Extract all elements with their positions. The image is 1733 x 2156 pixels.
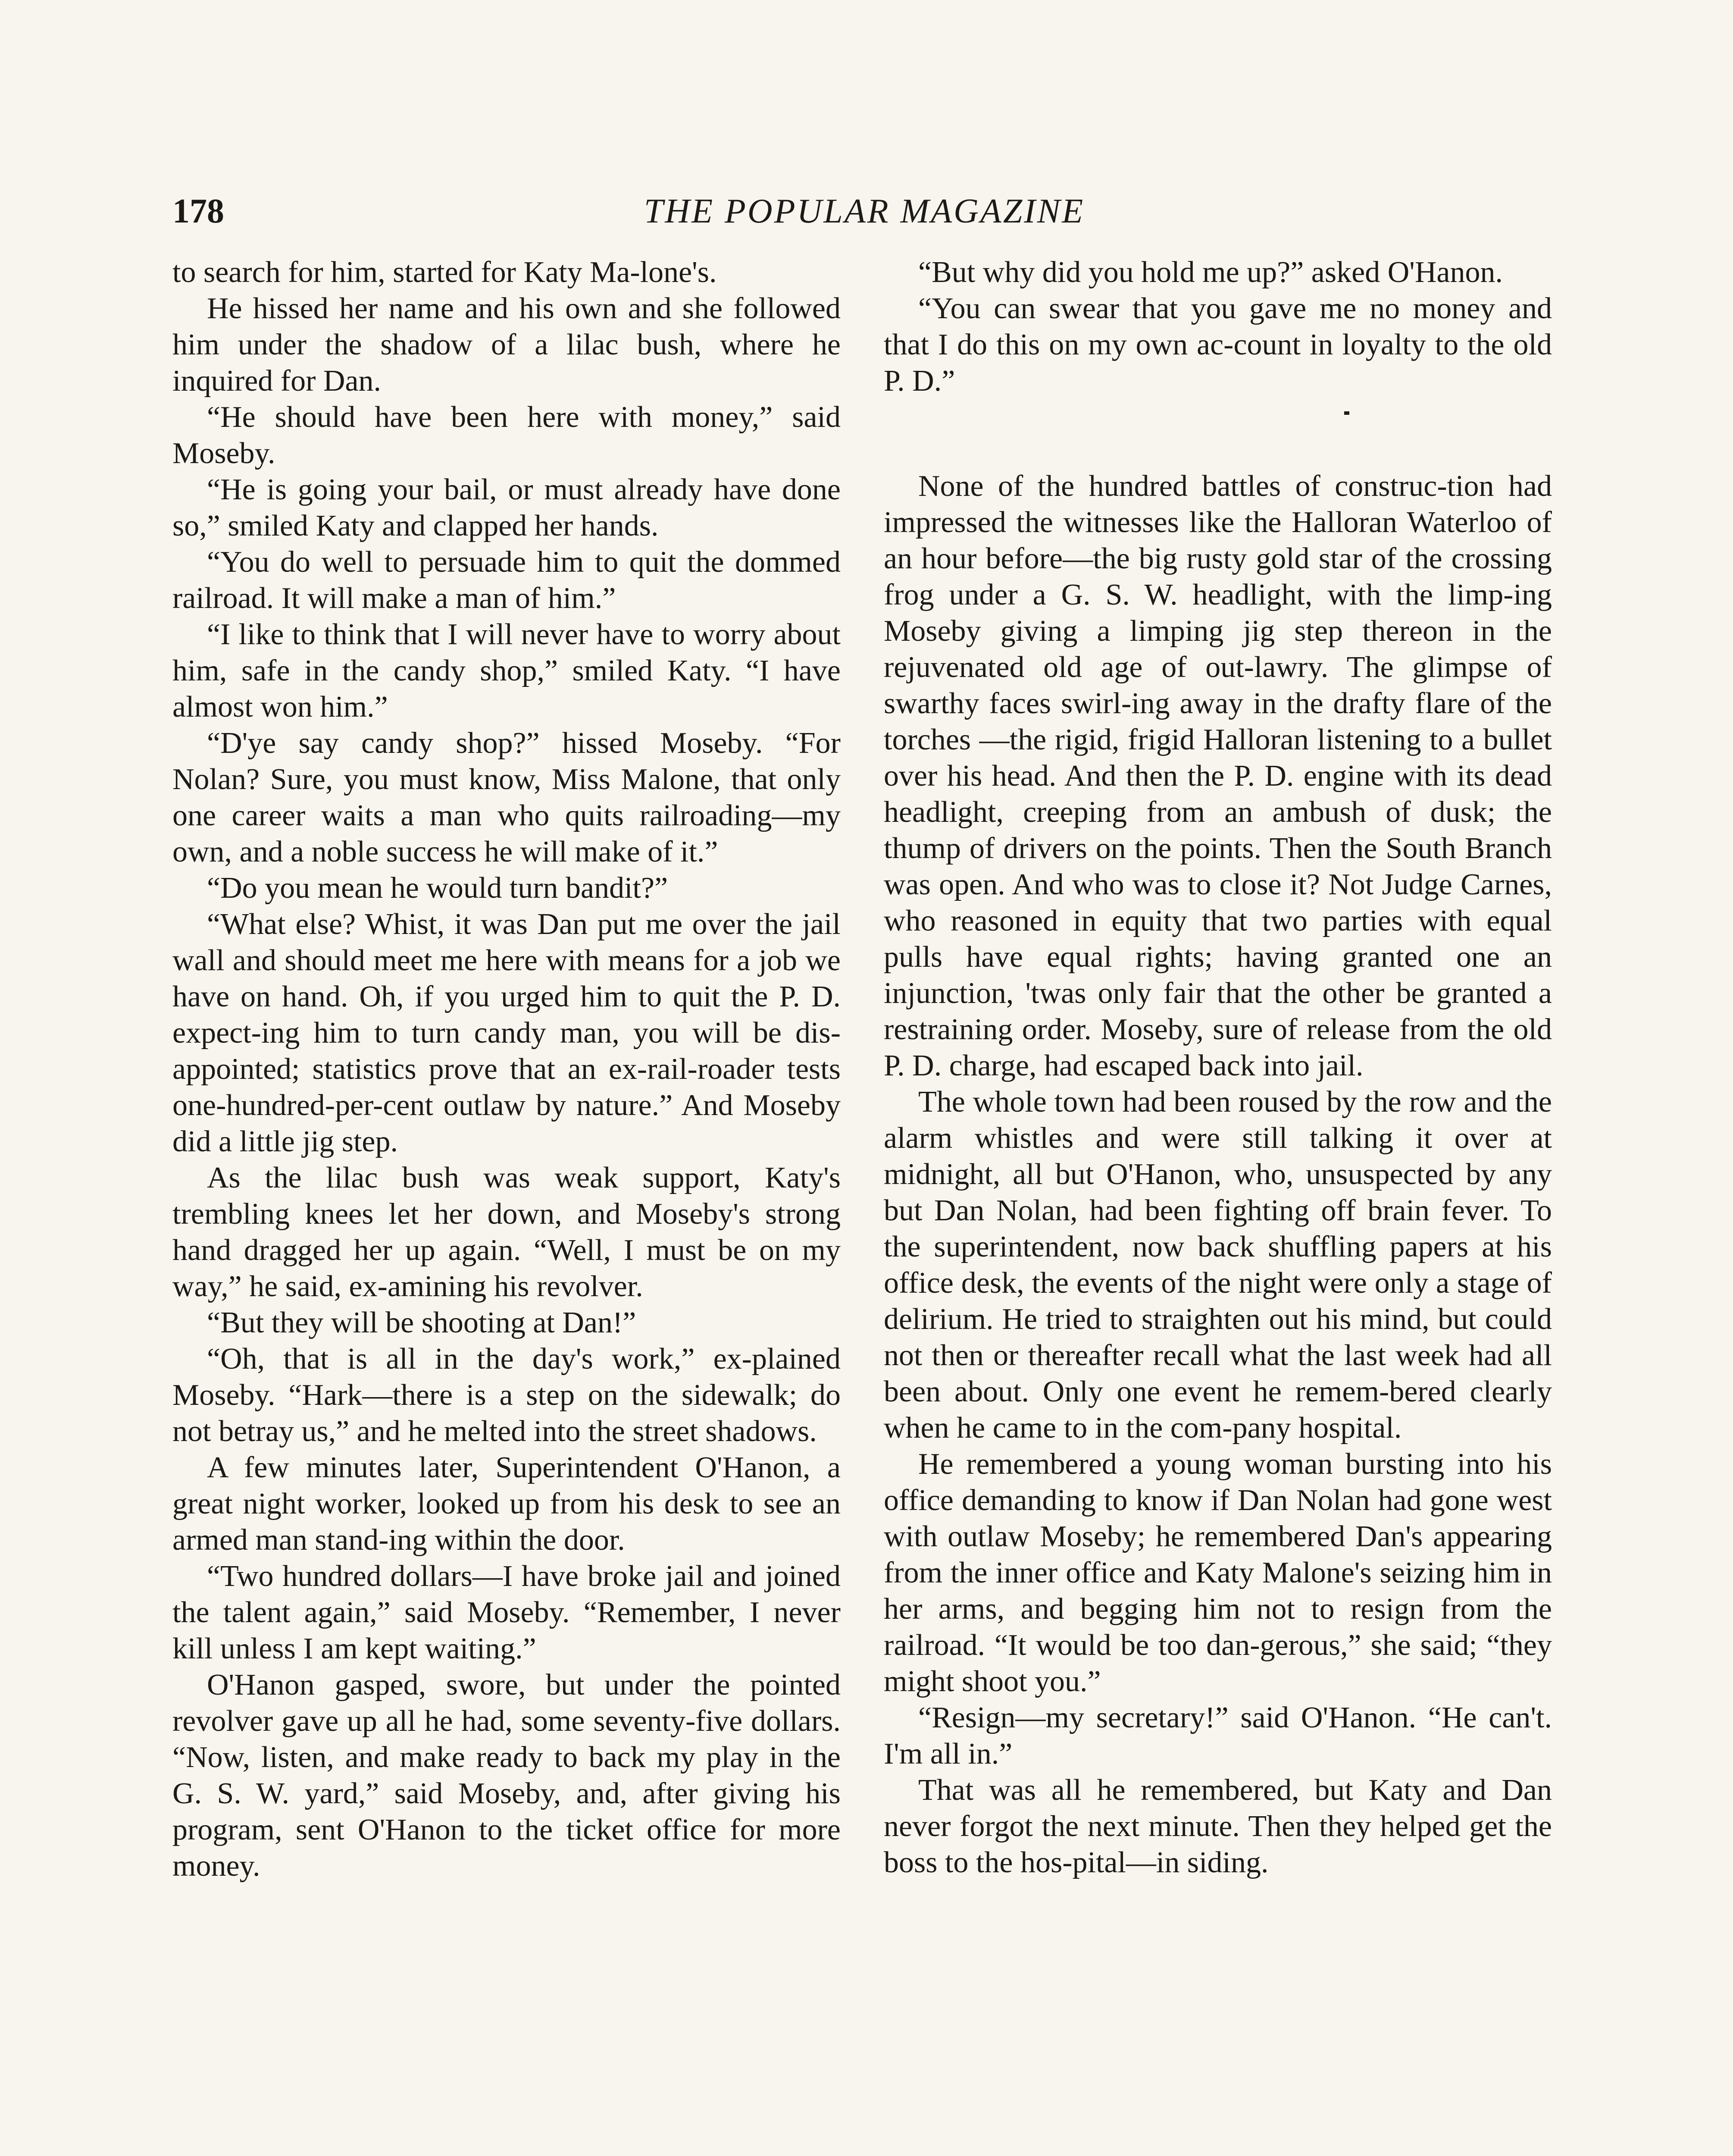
paragraph: A few minutes later, Superintendent O'Hanon, a great night worker, looked up from his desk to see an armed man stand-ing within the door.: [172, 1451, 841, 1557]
paragraph: “Oh, that is all in the day's work,” ex-plained Moseby. “Hark—there is a step on the sidewalk; do not betray us,” and he melted into the street shadows.: [172, 1342, 841, 1448]
section-break: [884, 399, 1552, 468]
paragraph: He hissed her name and his own and she followed him under the shadow of a lilac bush, where he inquired for Dan.: [172, 292, 841, 398]
paragraph: O'Hanon gasped, swore, but under the pointed revolver gave up all he had, some seventy-five dollars. “Now, listen, and make ready to back my play in the G. S. W. yard,” said Moseby, and, after giving his program, sent O'Hanon to the ticket office for more money.: [172, 1668, 841, 1883]
paragraph: to search for him, started for Katy Ma-lone's.: [172, 256, 717, 289]
paragraph: “He should have been here with money,” said Moseby.: [172, 401, 841, 470]
page-header: [172, 181, 1556, 241]
paragraph: “Do you mean he would turn bandit?”: [207, 871, 668, 905]
paragraph: “Resign—my secretary!” said O'Hanon. “He can't. I'm all in.”: [884, 1701, 1552, 1771]
paragraph: “You can swear that you gave me no money and that I do this on my own ac-count in loyalty to the old P. D.”: [884, 292, 1552, 398]
paragraph: “But why did you hold me up?” asked O'Hanon.: [918, 256, 1503, 289]
paragraph: “I like to think that I will never have to worry about him, safe in the candy shop,” smiled Katy. “I have almost won him.”: [172, 618, 841, 724]
paragraph: “But they will be shooting at Dan!”: [207, 1306, 636, 1339]
paragraph: That was all he remembered, but Katy and Dan never forgot the next minute. Then they helped get the boss to the hos-pital—in siding.: [884, 1774, 1552, 1879]
paragraph: He remembered a young woman bursting into his office demanding to know if Dan Nolan had gone west with outlaw Moseby; he remembered Dan's appearing from the inner office and Katy Malone's seizing him in her arms, and begging him not to resign from the railroad. “It would be too dan-gerous,” she said; “they might shoot you.”: [884, 1448, 1552, 1698]
right-column: [884, 254, 1552, 1881]
page-number: 178: [172, 192, 224, 230]
paragraph: “You do well to persuade him to quit the dommed railroad. It will make a man of him.”: [172, 545, 841, 615]
left-column: [172, 254, 841, 1884]
paragraph: “What else? Whist, it was Dan put me over the jail wall and should meet me here with means for a job we have on hand. Oh, if you urged him to quit the P. D. expect-ing him to turn candy man, you will be dis-appointed; statistics prove that an ex-rail-roader tests one-hundred-per-cent outlaw by nature.” And Moseby did a little jig step.: [172, 908, 841, 1158]
paragraph: “Two hundred dollars—I have broke jail and joined the talent again,” said Moseby. “Remember, I never kill unless I am kept waiting.”: [172, 1560, 841, 1665]
running-title: THE POPULAR MAGAZINE: [644, 192, 1085, 230]
paragraph: “D'ye say candy shop?” hissed Moseby. “For Nolan? Sure, you must know, Miss Malone, that only one career waits a man who quits railroading—my own, and a noble success he will make of it.”: [172, 727, 841, 868]
paragraph: “He is going your bail, or must already have done so,” smiled Katy and clapped her hands.: [172, 473, 841, 542]
paragraph: The whole town had been roused by the row and the alarm whistles and were still talking it over at midnight, all but O'Hanon, who, unsuspected by any but Dan Nolan, had been fighting off brain fever. To the superintendent, now back shuffling papers at his office desk, the events of the night were only a stage of delirium. He tried to straighten out his mind, but could not then or thereafter recall what the last week had all been about. Only one event he remem-bered clearly when he came to in the com-pany hospital.: [884, 1085, 1552, 1445]
paragraph: As the lilac bush was weak support, Katy's trembling knees let her down, and Moseby's strong hand dragged her up again. “Well, I must be on my way,” he said, ex-amining his revolver.: [172, 1161, 841, 1303]
paragraph: None of the hundred battles of construc-tion had impressed the witnesses like the Halloran Waterloo of an hour before—the big rusty gold star of the crossing frog under a G. S. W. headlight, with the limp-ing Moseby giving a limping jig step thereon in the rejuvenated old age of out-lawry. The glimpse of swarthy faces swirl-ing away in the drafty flare of the torches —the rigid, frigid Halloran listening to a bullet over his head. And then the P. D. engine with its dead headlight, creeping from an ambush of dusk; the thump of drivers on the points. Then the South Branch was open. And who was to close it? Not Judge Carnes, who reasoned in equity that two parties with equal pulls have equal rights; having granted one an injunction, 'twas only fair that the other be granted a restraining order. Moseby, sure of release from the old P. D. charge, had escaped back into jail.: [884, 470, 1552, 1082]
section-break-mark: [1344, 411, 1349, 415]
